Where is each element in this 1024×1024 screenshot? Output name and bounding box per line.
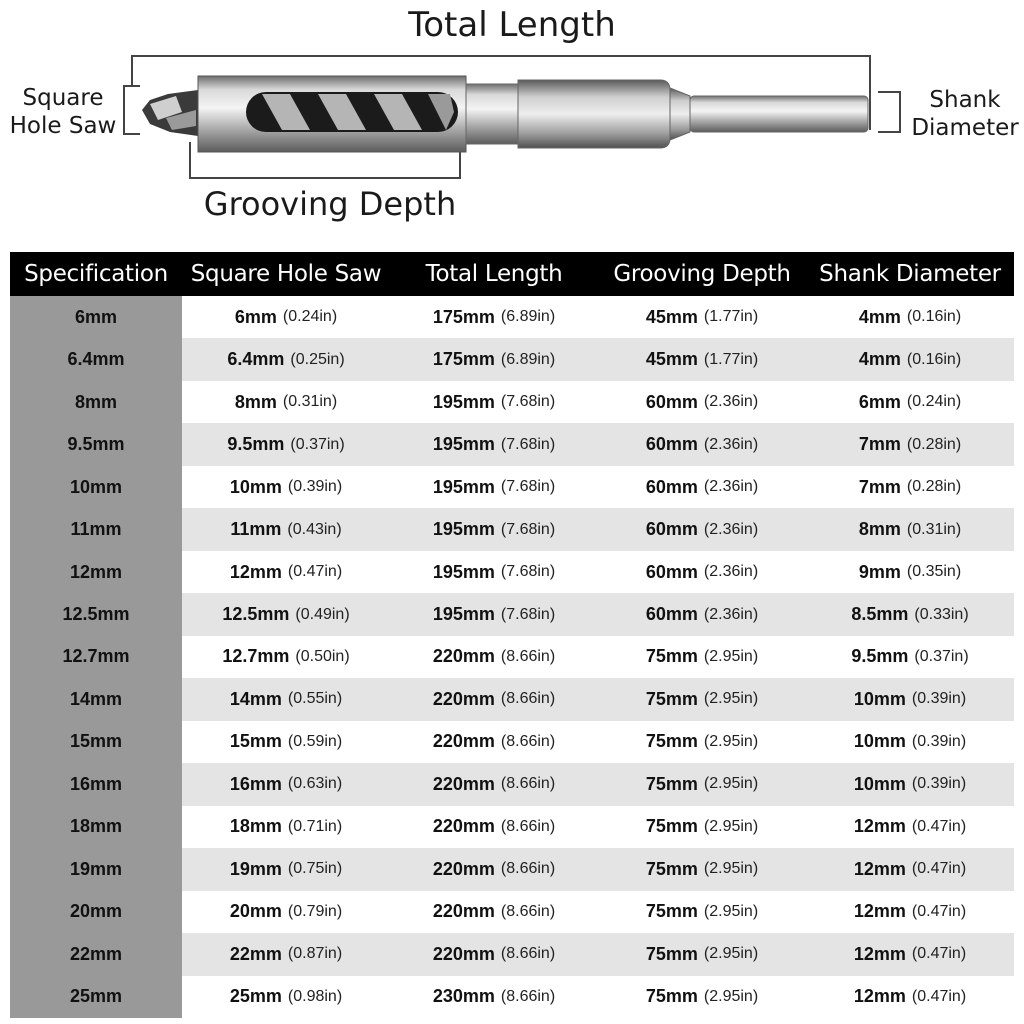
value-inch: (0.71in) bbox=[287, 817, 343, 835]
table-row bbox=[10, 508, 1014, 550]
value-inch: (8.66in) bbox=[500, 817, 556, 835]
table-row bbox=[10, 466, 1014, 508]
cell-shank-diameter bbox=[806, 933, 1014, 975]
cell-total-length bbox=[390, 891, 598, 933]
value-inch: (0.24in) bbox=[282, 308, 338, 326]
cell-grooving-depth bbox=[598, 933, 806, 975]
table-row bbox=[10, 593, 1014, 635]
value-inch: (0.28in) bbox=[906, 478, 962, 496]
table-header-row bbox=[10, 252, 1014, 296]
bit-dimension-diagram bbox=[0, 0, 1024, 246]
value-mm: 75mm bbox=[645, 901, 698, 922]
value-inch: (0.35in) bbox=[906, 563, 962, 581]
cell-total-length bbox=[390, 976, 598, 1018]
cell-grooving-depth bbox=[598, 848, 806, 890]
cell-total-length bbox=[390, 466, 598, 508]
cell-square-hole-saw bbox=[182, 763, 390, 805]
value-inch: (2.95in) bbox=[703, 647, 759, 665]
cell-square-hole-saw bbox=[182, 976, 390, 1018]
cell-total-length bbox=[390, 933, 598, 975]
value-mm: 14mm bbox=[229, 688, 282, 709]
value-inch: (0.47in) bbox=[911, 902, 967, 920]
cell-shank-diameter bbox=[806, 763, 1014, 805]
value-mm: 9.5mm bbox=[851, 646, 909, 667]
value-mm: 75mm bbox=[645, 773, 698, 794]
value-mm: 60mm bbox=[645, 604, 698, 625]
value-inch: (0.39in) bbox=[911, 732, 967, 750]
value-inch: (2.95in) bbox=[703, 902, 759, 920]
value-mm: 12mm bbox=[853, 901, 906, 922]
value-inch: (0.79in) bbox=[287, 902, 343, 920]
value-mm: 195mm bbox=[432, 434, 495, 455]
cell-specification: 22mm bbox=[10, 933, 182, 975]
cell-specification: 6.4mm bbox=[10, 338, 182, 380]
table-row bbox=[10, 976, 1014, 1018]
cell-total-length bbox=[390, 763, 598, 805]
value-mm: 12.7mm bbox=[222, 646, 290, 667]
cell-square-hole-saw bbox=[182, 593, 390, 635]
value-mm: 6mm bbox=[234, 306, 277, 327]
table-row bbox=[10, 296, 1014, 338]
header-total-length: Total Length bbox=[425, 261, 563, 287]
value-mm: 8mm bbox=[234, 391, 277, 412]
cell-shank-diameter bbox=[806, 721, 1014, 763]
cell-grooving-depth bbox=[598, 891, 806, 933]
cell-grooving-depth bbox=[598, 806, 806, 848]
cell-specification: 12mm bbox=[10, 551, 182, 593]
value-mm: 15mm bbox=[229, 731, 282, 752]
cell-total-length bbox=[390, 848, 598, 890]
cell-total-length bbox=[390, 806, 598, 848]
value-mm: 220mm bbox=[432, 688, 495, 709]
cell-square-hole-saw bbox=[182, 721, 390, 763]
value-inch: (0.98in) bbox=[287, 987, 343, 1005]
value-mm: 12.5mm bbox=[222, 604, 290, 625]
cell-total-length bbox=[390, 551, 598, 593]
value-mm: 12mm bbox=[853, 858, 906, 879]
value-mm: 220mm bbox=[432, 731, 495, 752]
cell-specification: 14mm bbox=[10, 678, 182, 720]
value-inch: (0.16in) bbox=[906, 350, 962, 368]
cell-square-hole-saw bbox=[182, 933, 390, 975]
value-inch: (0.31in) bbox=[282, 393, 338, 411]
cell-total-length bbox=[390, 678, 598, 720]
value-inch: (6.89in) bbox=[500, 350, 556, 368]
value-inch: (0.39in) bbox=[287, 478, 343, 496]
value-inch: (2.36in) bbox=[703, 393, 759, 411]
bit-cylinder bbox=[518, 80, 670, 148]
value-inch: (0.87in) bbox=[287, 945, 343, 963]
cell-specification: 8mm bbox=[10, 381, 182, 423]
grooving-depth-label: Grooving Depth bbox=[203, 185, 457, 223]
value-mm: 9mm bbox=[858, 561, 901, 582]
value-inch: (8.66in) bbox=[500, 690, 556, 708]
value-inch: (8.66in) bbox=[500, 987, 556, 1005]
cell-shank-diameter bbox=[806, 508, 1014, 550]
value-mm: 16mm bbox=[229, 773, 282, 794]
cell-square-hole-saw bbox=[182, 508, 390, 550]
header-square-hole-saw: Square Hole Saw bbox=[190, 261, 382, 287]
table-row bbox=[10, 636, 1014, 678]
cell-grooving-depth bbox=[598, 508, 806, 550]
spec-table bbox=[10, 252, 1014, 1018]
cell-shank-diameter bbox=[806, 466, 1014, 508]
value-mm: 7mm bbox=[858, 434, 901, 455]
cell-grooving-depth bbox=[598, 678, 806, 720]
header-shank-diameter: Shank Diameter bbox=[819, 261, 1001, 287]
value-mm: 75mm bbox=[645, 986, 698, 1007]
value-inch: (7.68in) bbox=[500, 605, 556, 623]
table-row bbox=[10, 848, 1014, 890]
cell-specification: 18mm bbox=[10, 806, 182, 848]
value-mm: 195mm bbox=[432, 391, 495, 412]
value-mm: 45mm bbox=[645, 349, 698, 370]
cell-shank-diameter bbox=[806, 848, 1014, 890]
square-hole-saw-label: Square Hole Saw bbox=[9, 85, 117, 139]
value-inch: (8.66in) bbox=[500, 945, 556, 963]
header-grooving-depth: Grooving Depth bbox=[613, 261, 791, 287]
cell-shank-diameter bbox=[806, 976, 1014, 1018]
value-inch: (2.95in) bbox=[703, 987, 759, 1005]
cell-grooving-depth bbox=[598, 338, 806, 380]
table-row bbox=[10, 338, 1014, 380]
value-mm: 9.5mm bbox=[227, 434, 285, 455]
cell-specification: 11mm bbox=[10, 508, 182, 550]
value-inch: (0.47in) bbox=[911, 945, 967, 963]
table-row bbox=[10, 678, 1014, 720]
cell-specification: 25mm bbox=[10, 976, 182, 1018]
value-mm: 18mm bbox=[229, 816, 282, 837]
value-mm: 12mm bbox=[853, 943, 906, 964]
value-mm: 60mm bbox=[645, 519, 698, 540]
cell-square-hole-saw bbox=[182, 806, 390, 848]
value-mm: 19mm bbox=[229, 858, 282, 879]
value-inch: (8.66in) bbox=[500, 902, 556, 920]
cell-shank-diameter bbox=[806, 678, 1014, 720]
cell-shank-diameter bbox=[806, 423, 1014, 465]
cell-specification: 12.7mm bbox=[10, 636, 182, 678]
value-mm: 220mm bbox=[432, 943, 495, 964]
cell-square-hole-saw bbox=[182, 551, 390, 593]
value-inch: (2.95in) bbox=[703, 775, 759, 793]
value-inch: (7.68in) bbox=[500, 520, 556, 538]
table-row bbox=[10, 423, 1014, 465]
value-inch: (2.36in) bbox=[703, 605, 759, 623]
value-mm: 60mm bbox=[645, 476, 698, 497]
cell-shank-diameter bbox=[806, 593, 1014, 635]
cell-specification: 10mm bbox=[10, 466, 182, 508]
value-inch: (0.55in) bbox=[287, 690, 343, 708]
value-mm: 175mm bbox=[432, 349, 495, 370]
value-inch: (1.77in) bbox=[703, 308, 759, 326]
cell-grooving-depth bbox=[598, 466, 806, 508]
bit-shank bbox=[690, 96, 868, 132]
cell-grooving-depth bbox=[598, 381, 806, 423]
value-mm: 175mm bbox=[432, 306, 495, 327]
value-inch: (0.47in) bbox=[911, 860, 967, 878]
value-mm: 12mm bbox=[229, 561, 282, 582]
cell-specification: 12.5mm bbox=[10, 593, 182, 635]
value-inch: (8.66in) bbox=[500, 775, 556, 793]
value-mm: 6.4mm bbox=[227, 349, 285, 370]
value-mm: 25mm bbox=[229, 986, 282, 1007]
value-inch: (8.66in) bbox=[500, 860, 556, 878]
value-mm: 60mm bbox=[645, 391, 698, 412]
value-inch: (0.16in) bbox=[906, 308, 962, 326]
table-row bbox=[10, 721, 1014, 763]
value-mm: 7mm bbox=[858, 476, 901, 497]
value-mm: 220mm bbox=[432, 646, 495, 667]
cell-grooving-depth bbox=[598, 296, 806, 338]
value-inch: (0.39in) bbox=[911, 775, 967, 793]
cell-specification: 6mm bbox=[10, 296, 182, 338]
value-inch: (2.95in) bbox=[703, 945, 759, 963]
cell-total-length bbox=[390, 338, 598, 380]
value-mm: 195mm bbox=[432, 561, 495, 582]
value-mm: 6mm bbox=[858, 391, 901, 412]
value-mm: 10mm bbox=[853, 688, 906, 709]
value-mm: 45mm bbox=[645, 306, 698, 327]
value-inch: (2.95in) bbox=[703, 732, 759, 750]
value-inch: (0.47in) bbox=[911, 817, 967, 835]
cell-shank-diameter bbox=[806, 551, 1014, 593]
value-mm: 4mm bbox=[858, 306, 901, 327]
table-row bbox=[10, 763, 1014, 805]
table-row bbox=[10, 891, 1014, 933]
value-inch: (6.89in) bbox=[500, 308, 556, 326]
cell-square-hole-saw bbox=[182, 848, 390, 890]
shank-diameter-bracket bbox=[878, 92, 900, 132]
value-mm: 230mm bbox=[432, 986, 495, 1007]
value-mm: 12mm bbox=[853, 986, 906, 1007]
cell-grooving-depth bbox=[598, 423, 806, 465]
value-inch: (0.49in) bbox=[295, 605, 350, 623]
value-inch: (0.31in) bbox=[906, 520, 962, 538]
value-inch: (1.77in) bbox=[703, 350, 759, 368]
value-mm: 75mm bbox=[645, 943, 698, 964]
value-inch: (0.24in) bbox=[906, 393, 962, 411]
header-specification: Specification bbox=[24, 261, 168, 287]
cell-square-hole-saw bbox=[182, 891, 390, 933]
cell-shank-diameter bbox=[806, 381, 1014, 423]
value-inch: (2.36in) bbox=[703, 478, 759, 496]
cell-square-hole-saw bbox=[182, 678, 390, 720]
cell-total-length bbox=[390, 381, 598, 423]
value-inch: (0.59in) bbox=[287, 732, 343, 750]
value-inch: (7.68in) bbox=[500, 478, 556, 496]
value-mm: 8mm bbox=[858, 519, 901, 540]
value-inch: (0.37in) bbox=[290, 435, 345, 453]
value-mm: 220mm bbox=[432, 773, 495, 794]
value-inch: (7.68in) bbox=[500, 563, 556, 581]
cell-total-length bbox=[390, 508, 598, 550]
value-inch: (2.36in) bbox=[703, 520, 759, 538]
value-inch: (0.43in) bbox=[287, 520, 342, 538]
value-mm: 75mm bbox=[645, 816, 698, 837]
cell-square-hole-saw bbox=[182, 636, 390, 678]
value-inch: (0.75in) bbox=[287, 860, 343, 878]
cell-total-length bbox=[390, 636, 598, 678]
value-mm: 60mm bbox=[645, 434, 698, 455]
cell-square-hole-saw bbox=[182, 338, 390, 380]
value-inch: (0.37in) bbox=[914, 647, 969, 665]
total-length-label: Total Length bbox=[408, 5, 616, 45]
cell-shank-diameter bbox=[806, 806, 1014, 848]
value-mm: 10mm bbox=[853, 773, 906, 794]
value-inch: (2.95in) bbox=[703, 860, 759, 878]
cell-square-hole-saw bbox=[182, 466, 390, 508]
value-mm: 75mm bbox=[645, 646, 698, 667]
cell-specification: 9.5mm bbox=[10, 423, 182, 465]
value-mm: 195mm bbox=[432, 604, 495, 625]
cell-grooving-depth bbox=[598, 721, 806, 763]
value-mm: 11mm bbox=[230, 519, 282, 540]
value-inch: (0.39in) bbox=[911, 690, 967, 708]
value-inch: (0.63in) bbox=[287, 775, 343, 793]
cell-square-hole-saw bbox=[182, 296, 390, 338]
cell-grooving-depth bbox=[598, 763, 806, 805]
cell-square-hole-saw bbox=[182, 381, 390, 423]
cell-shank-diameter bbox=[806, 636, 1014, 678]
value-inch: (2.36in) bbox=[703, 563, 759, 581]
value-mm: 10mm bbox=[229, 476, 282, 497]
value-mm: 75mm bbox=[645, 858, 698, 879]
value-mm: 220mm bbox=[432, 816, 495, 837]
value-mm: 75mm bbox=[645, 731, 698, 752]
value-inch: (0.25in) bbox=[290, 350, 345, 368]
value-mm: 4mm bbox=[858, 349, 901, 370]
bit-collar bbox=[466, 84, 518, 144]
cell-grooving-depth bbox=[598, 976, 806, 1018]
shank-diameter-label: Shank Diameter bbox=[911, 87, 1019, 141]
cell-grooving-depth bbox=[598, 551, 806, 593]
value-inch: (2.95in) bbox=[703, 817, 759, 835]
value-mm: 220mm bbox=[432, 858, 495, 879]
table-body bbox=[10, 296, 1014, 1018]
value-inch: (0.50in) bbox=[295, 647, 350, 665]
value-inch: (8.66in) bbox=[500, 647, 556, 665]
value-inch: (0.47in) bbox=[287, 563, 343, 581]
value-inch: (8.66in) bbox=[500, 732, 556, 750]
cell-total-length bbox=[390, 593, 598, 635]
cell-specification: 15mm bbox=[10, 721, 182, 763]
value-mm: 10mm bbox=[853, 731, 906, 752]
cell-specification: 16mm bbox=[10, 763, 182, 805]
value-mm: 60mm bbox=[645, 561, 698, 582]
table-row bbox=[10, 933, 1014, 975]
value-inch: (0.47in) bbox=[911, 987, 967, 1005]
cell-shank-diameter bbox=[806, 296, 1014, 338]
cell-square-hole-saw bbox=[182, 423, 390, 465]
value-inch: (7.68in) bbox=[500, 393, 556, 411]
value-inch: (2.36in) bbox=[703, 435, 759, 453]
table-row bbox=[10, 551, 1014, 593]
value-mm: 75mm bbox=[645, 688, 698, 709]
square-hole-saw-bracket bbox=[124, 86, 140, 134]
cell-shank-diameter bbox=[806, 891, 1014, 933]
value-mm: 20mm bbox=[229, 901, 282, 922]
value-mm: 12mm bbox=[853, 816, 906, 837]
value-mm: 195mm bbox=[432, 476, 495, 497]
cell-total-length bbox=[390, 296, 598, 338]
value-mm: 195mm bbox=[432, 519, 495, 540]
value-inch: (0.28in) bbox=[906, 435, 962, 453]
value-inch: (7.68in) bbox=[500, 435, 556, 453]
cell-shank-diameter bbox=[806, 338, 1014, 380]
cell-specification: 20mm bbox=[10, 891, 182, 933]
cell-total-length bbox=[390, 721, 598, 763]
value-mm: 220mm bbox=[432, 901, 495, 922]
table-row bbox=[10, 381, 1014, 423]
cell-grooving-depth bbox=[598, 593, 806, 635]
cell-specification: 19mm bbox=[10, 848, 182, 890]
cell-total-length bbox=[390, 423, 598, 465]
value-mm: 8.5mm bbox=[851, 604, 909, 625]
value-inch: (2.95in) bbox=[703, 690, 759, 708]
value-inch: (0.33in) bbox=[914, 605, 969, 623]
cell-grooving-depth bbox=[598, 636, 806, 678]
table-row bbox=[10, 806, 1014, 848]
value-mm: 22mm bbox=[229, 943, 282, 964]
